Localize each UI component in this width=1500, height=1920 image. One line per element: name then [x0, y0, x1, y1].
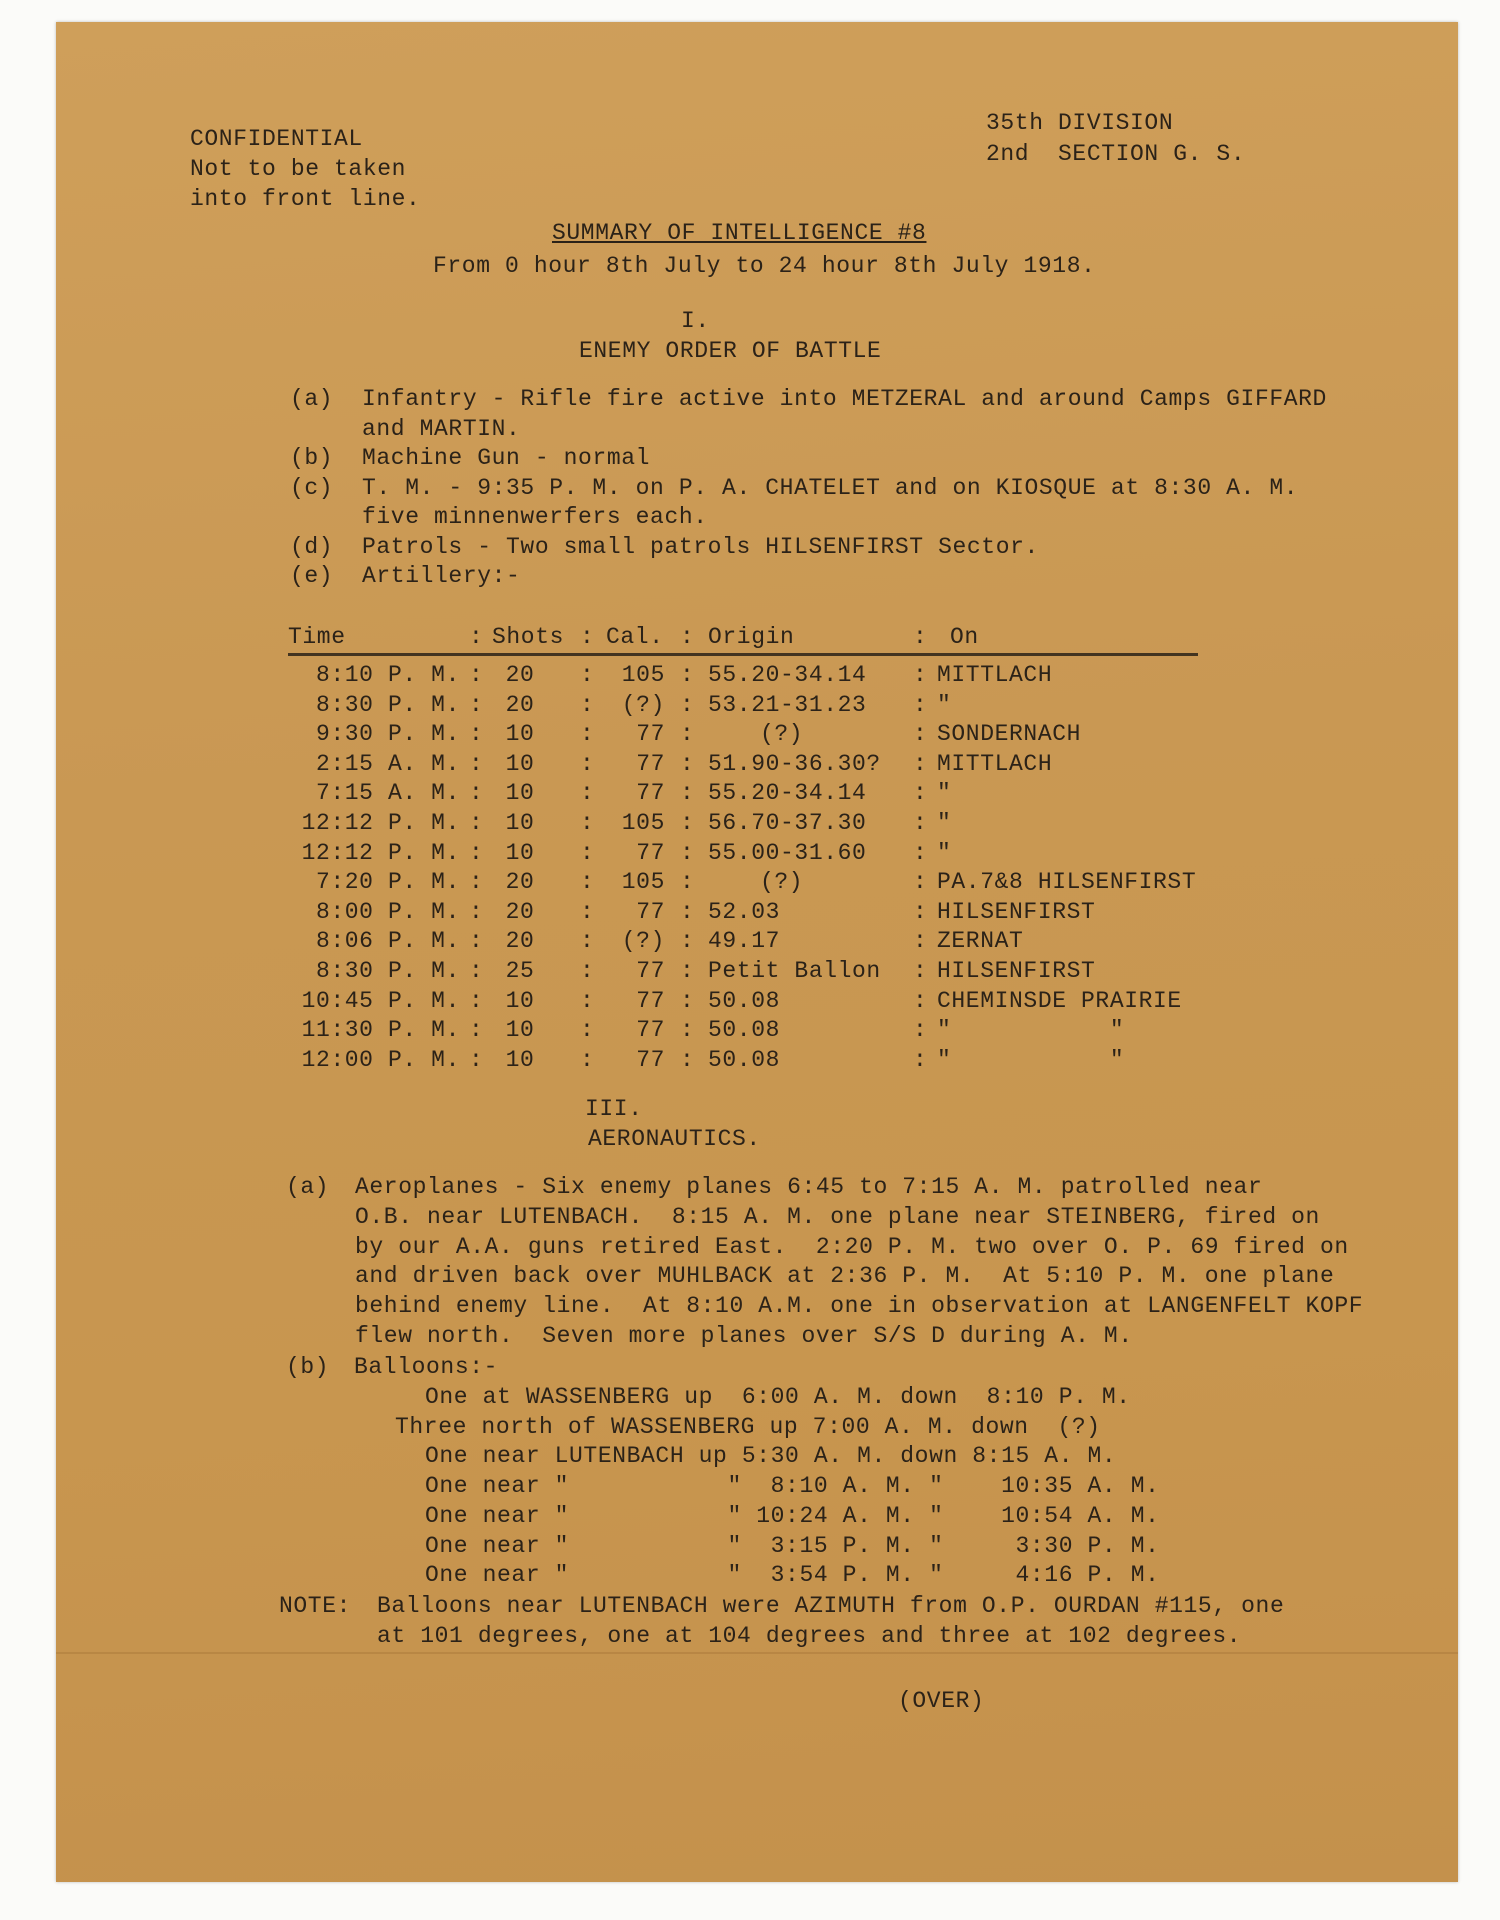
- column-separator: :: [469, 839, 484, 866]
- paper-fold: [56, 1652, 1458, 1654]
- table-header-shots: Shots: [492, 624, 565, 650]
- column-separator: :: [580, 898, 595, 925]
- column-separator: :: [469, 691, 484, 718]
- table-header-cal: Cal.: [606, 624, 664, 650]
- cell-target: MITTLACH: [937, 662, 1053, 688]
- header-underline: [288, 653, 1198, 656]
- cell-caliber: (?): [621, 928, 665, 955]
- cell-origin: 50.08: [708, 987, 781, 1014]
- column-separator: :: [913, 721, 928, 748]
- cell-caliber: 77: [636, 987, 665, 1014]
- cell-shots: 20: [505, 691, 535, 718]
- confidential-label: CONFIDENTIAL: [190, 126, 363, 152]
- cell-origin: Petit Ballon: [708, 958, 881, 984]
- cell-target: HILSENFIRST: [937, 898, 1096, 925]
- document-date-range: From 0 hour 8th July to 24 hour 8th July 1918.: [433, 253, 1096, 279]
- cell-caliber: (?): [621, 691, 665, 718]
- column-separator: :: [580, 869, 595, 896]
- cell-time: 7:15 A. M.: [315, 780, 460, 807]
- column-separator: :: [913, 928, 928, 955]
- column-separator: :: [469, 721, 484, 748]
- cell-shots: 20: [505, 898, 535, 925]
- column-separator: :: [580, 750, 595, 777]
- division-label: 35th DIVISION: [986, 110, 1174, 136]
- cell-origin: 56.70-37.30: [708, 810, 867, 836]
- column-separator: :: [913, 780, 928, 807]
- item-text: Patrols - Two small patrols HILSENFIRST Sector.: [362, 533, 1039, 560]
- cell-shots: 20: [505, 928, 535, 955]
- column-separator: :: [913, 750, 928, 777]
- balloon-line: One near " " 10:24 A. M. " 10:54 A. M.: [425, 1502, 1160, 1529]
- item-label: (b): [290, 445, 334, 471]
- aeroplanes-line: by our A.A. guns retired East. 2:20 P. M. two over O. P. 69 fired on: [355, 1233, 1349, 1260]
- cell-target: PA.7&8 HILSENFIRST: [937, 869, 1197, 896]
- column-separator: :: [913, 624, 928, 650]
- balloons-label: (b): [286, 1354, 330, 1380]
- column-separator: :: [680, 869, 695, 896]
- column-separator: :: [469, 810, 484, 836]
- cell-time: 9:30 P. M.: [315, 721, 460, 748]
- cell-shots: 10: [505, 839, 535, 866]
- cell-time: 8:06 P. M.: [315, 928, 460, 955]
- balloon-line: Three north of WASSENBERG up 7:00 A. M. down (?): [395, 1413, 1101, 1440]
- cell-caliber: 105: [621, 869, 665, 896]
- cell-time: 2:15 A. M.: [315, 750, 460, 777]
- column-separator: :: [680, 810, 695, 836]
- balloon-line: One near LUTENBACH up 5:30 A. M. down 8:15 A. M.: [425, 1443, 1117, 1470]
- cell-time: 8:10 P. M.: [315, 662, 460, 688]
- cell-caliber: 105: [621, 810, 665, 836]
- cell-origin: 55.20-34.14: [708, 662, 867, 688]
- cell-caliber: 77: [636, 1046, 665, 1073]
- cell-origin: 53.21-31.23: [708, 691, 867, 718]
- balloon-line: One near " " 8:10 A. M. " 10:35 A. M.: [425, 1473, 1160, 1500]
- column-separator: :: [580, 721, 595, 748]
- cell-target: HILSENFIRST: [937, 958, 1096, 984]
- item-text: and MARTIN.: [362, 415, 521, 442]
- confidential-note: into front line.: [190, 186, 421, 212]
- item-text: five minnenwerfers each.: [362, 504, 708, 530]
- cell-shots: 20: [505, 662, 535, 688]
- balloon-line: One near " " 3:15 P. M. " 3:30 P. M.: [425, 1532, 1160, 1559]
- cell-target: ": [937, 691, 952, 718]
- column-separator: :: [680, 987, 695, 1014]
- cell-caliber: 77: [636, 898, 665, 925]
- cell-time: 8:30 P. M.: [315, 958, 460, 984]
- section-heading: AERONAUTICS.: [588, 1126, 761, 1152]
- column-separator: :: [469, 750, 484, 777]
- cell-shots: 25: [505, 958, 535, 984]
- column-separator: :: [469, 987, 484, 1014]
- column-separator: :: [469, 928, 484, 955]
- column-separator: :: [913, 1017, 928, 1044]
- table-header-origin: Origin: [708, 624, 795, 650]
- cell-target: CHEMINSDE PRAIRIE: [937, 987, 1182, 1014]
- column-separator: :: [469, 898, 484, 925]
- column-separator: :: [580, 928, 595, 955]
- column-separator: :: [913, 958, 928, 984]
- section-label: 2nd SECTION G. S.: [986, 141, 1246, 167]
- cell-time: 12:12 P. M.: [301, 839, 460, 866]
- cell-shots: 10: [505, 780, 535, 807]
- column-separator: :: [580, 958, 595, 984]
- column-separator: :: [580, 839, 595, 866]
- cell-origin: 49.17: [708, 928, 781, 955]
- aeroplanes-label: (a): [286, 1174, 330, 1200]
- section-number: I.: [681, 308, 710, 334]
- cell-shots: 10: [505, 810, 535, 836]
- column-separator: :: [469, 624, 484, 650]
- column-separator: :: [680, 898, 695, 925]
- document-title: SUMMARY OF INTELLIGENCE #8: [552, 220, 927, 246]
- column-separator: :: [913, 869, 928, 896]
- item-label: (a): [290, 386, 334, 412]
- item-text: Artillery:-: [362, 563, 521, 589]
- cell-time: 12:12 P. M.: [301, 810, 460, 836]
- cell-shots: 10: [505, 987, 535, 1014]
- column-separator: :: [680, 1017, 695, 1044]
- column-separator: :: [469, 958, 484, 984]
- cell-caliber: 77: [636, 721, 665, 748]
- balloon-line: One at WASSENBERG up 6:00 A. M. down 8:10 P. M.: [425, 1384, 1131, 1410]
- cell-time: 11:30 P. M.: [301, 1017, 460, 1044]
- aeroplanes-line: and driven back over MUHLBACK at 2:36 P. M. At 5:10 P. M. one plane: [355, 1263, 1335, 1290]
- cell-target: ": [937, 810, 952, 836]
- column-separator: :: [580, 780, 595, 807]
- column-separator: :: [580, 624, 595, 650]
- cell-origin: 55.00-31.60: [708, 839, 867, 866]
- item-text: T. M. - 9:35 P. M. on P. A. CHATELET and on KIOSQUE at 8:30 A. M.: [362, 474, 1299, 501]
- column-separator: :: [580, 662, 595, 688]
- column-separator: :: [580, 1017, 595, 1044]
- column-separator: :: [580, 987, 595, 1014]
- confidential-note: Not to be taken: [190, 156, 407, 182]
- column-separator: :: [469, 1046, 484, 1073]
- cell-time: 8:30 P. M.: [315, 691, 460, 718]
- column-separator: :: [580, 1046, 595, 1073]
- column-separator: :: [680, 1046, 695, 1073]
- item-label: (c): [290, 474, 334, 501]
- table-header-on: On: [950, 624, 979, 650]
- cell-origin: 52.03: [708, 898, 781, 925]
- column-separator: :: [913, 987, 928, 1014]
- cell-origin: 50.08: [708, 1046, 781, 1073]
- column-separator: :: [680, 721, 695, 748]
- item-label: (d): [290, 533, 334, 560]
- column-separator: :: [680, 624, 695, 650]
- cell-caliber: 77: [636, 750, 665, 777]
- cell-time: 7:20 P. M.: [315, 869, 460, 896]
- cell-target: MITTLACH: [937, 750, 1053, 777]
- cell-time: 8:00 P. M.: [315, 898, 460, 925]
- column-separator: :: [580, 691, 595, 718]
- aeroplanes-line: Aeroplanes - Six enemy planes 6:45 to 7:15 A. M. patrolled near: [355, 1174, 1263, 1200]
- item-text: Machine Gun - normal: [362, 445, 651, 471]
- table-header-time: Time: [288, 624, 346, 650]
- cell-caliber: 77: [636, 1017, 665, 1044]
- section-heading: ENEMY ORDER OF BATTLE: [579, 338, 882, 364]
- cell-shots: 10: [505, 1046, 535, 1073]
- note-label: NOTE:: [279, 1593, 352, 1619]
- cell-shots: 10: [505, 1017, 535, 1044]
- column-separator: :: [469, 662, 484, 688]
- column-separator: :: [913, 691, 928, 718]
- column-separator: :: [680, 750, 695, 777]
- cell-target: " ": [937, 1017, 1125, 1044]
- item-text: Infantry - Rifle fire active into METZERAL and around Camps GIFFARD: [362, 386, 1327, 412]
- note-line: at 101 degrees, one at 104 degrees and three at 102 degrees.: [377, 1623, 1242, 1649]
- cell-origin: 55.20-34.14: [708, 780, 867, 807]
- column-separator: :: [680, 928, 695, 955]
- cell-target: SONDERNACH: [937, 721, 1082, 748]
- column-separator: :: [469, 869, 484, 896]
- cell-caliber: 77: [636, 958, 665, 984]
- aeroplanes-line: O.B. near LUTENBACH. 8:15 A. M. one plane near STEINBERG, fired on: [355, 1203, 1320, 1230]
- cell-shots: 20: [505, 869, 535, 896]
- cell-origin: 50.08: [708, 1017, 781, 1044]
- item-label: (e): [290, 563, 334, 589]
- cell-caliber: 105: [621, 662, 665, 688]
- column-separator: :: [913, 1046, 928, 1073]
- column-separator: :: [469, 1017, 484, 1044]
- column-separator: :: [680, 662, 695, 688]
- cell-target: ZERNAT: [937, 928, 1024, 955]
- balloons-title: Balloons:-: [354, 1354, 499, 1380]
- column-separator: :: [680, 780, 695, 807]
- column-separator: :: [913, 662, 928, 688]
- cell-time: 12:00 P. M.: [301, 1046, 460, 1073]
- column-separator: :: [680, 958, 695, 984]
- cell-time: 10:45 P. M.: [301, 987, 460, 1014]
- note-line: Balloons near LUTENBACH were AZIMUTH from O.P. OURDAN #115, one: [377, 1593, 1285, 1619]
- cell-origin: (?): [760, 721, 804, 748]
- cell-target: ": [937, 780, 952, 807]
- cell-origin: (?): [760, 869, 804, 896]
- cell-caliber: 77: [636, 780, 665, 807]
- cell-origin: 51.90-36.30?: [708, 750, 881, 777]
- column-separator: :: [469, 780, 484, 807]
- column-separator: :: [580, 810, 595, 836]
- column-separator: :: [680, 691, 695, 718]
- column-separator: :: [913, 898, 928, 925]
- balloon-line: One near " " 3:54 P. M. " 4:16 P. M.: [425, 1562, 1160, 1589]
- cell-target: " ": [937, 1046, 1125, 1073]
- cell-shots: 10: [505, 721, 535, 748]
- section-number: III.: [585, 1096, 643, 1122]
- column-separator: :: [913, 810, 928, 836]
- over-marker: (OVER): [898, 1688, 985, 1714]
- column-separator: :: [680, 839, 695, 866]
- cell-target: ": [937, 839, 952, 866]
- column-separator: :: [913, 839, 928, 866]
- aeroplanes-line: behind enemy line. At 8:10 A.M. one in observation at LANGENFELT KOPF: [355, 1293, 1364, 1320]
- cell-caliber: 77: [636, 839, 665, 866]
- cell-shots: 10: [505, 750, 535, 777]
- aeroplanes-line: flew north. Seven more planes over S/S D during A. M.: [355, 1323, 1133, 1349]
